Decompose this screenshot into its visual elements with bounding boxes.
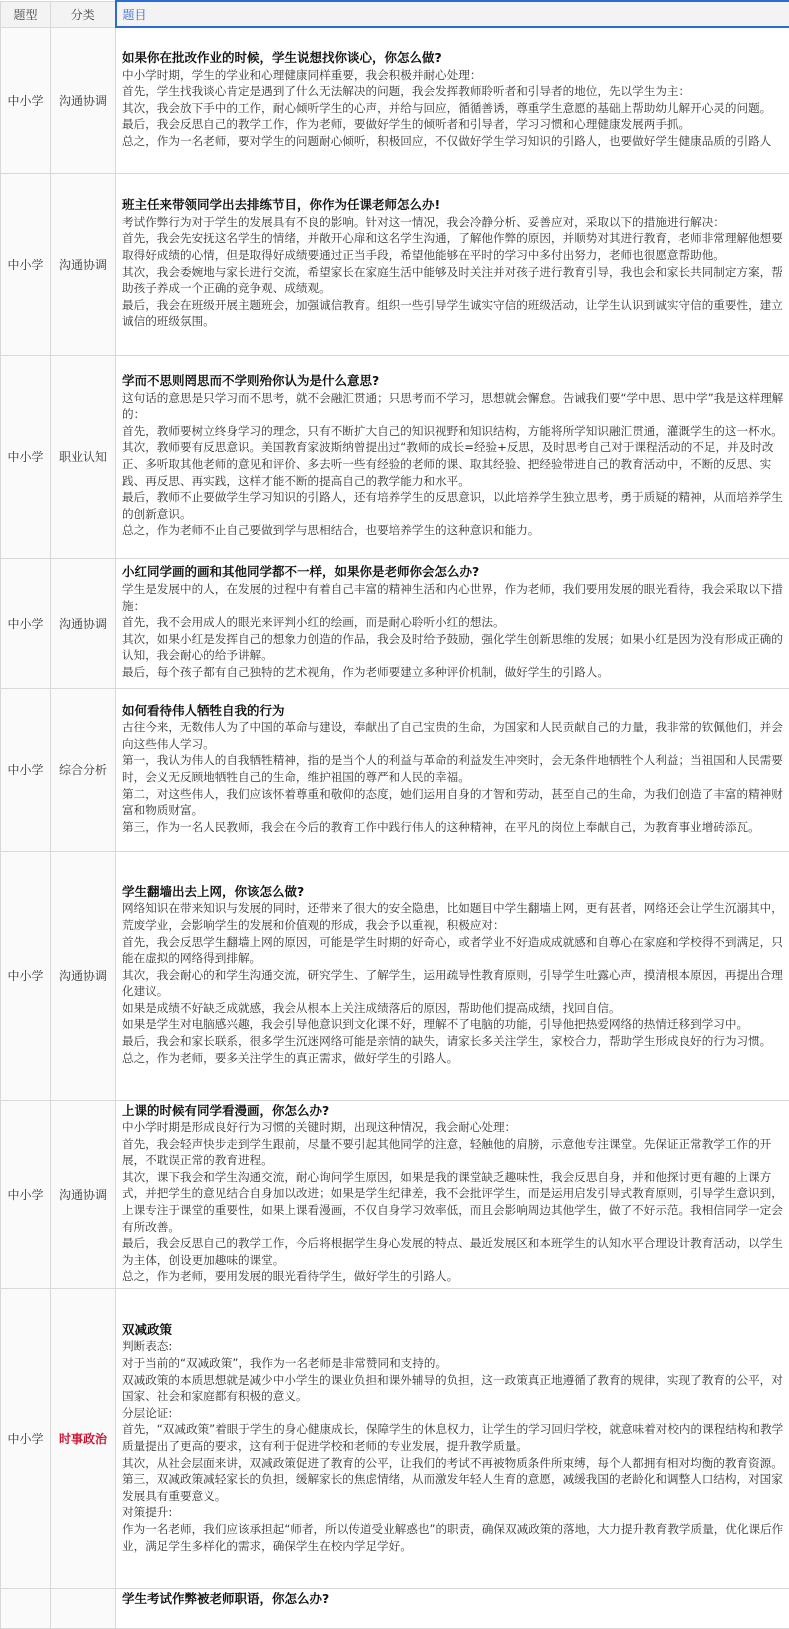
- answer-paragraph: 最后，我会反思自己的教学工作，作为老师，要做好学生的倾听者和引导者，学习习惯和心理健康发展两手抓。: [122, 116, 784, 133]
- answer-paragraph: 考试作弊行为对于学生的发展具有不良的影响。针对这一情况，我会冷静分析、妥善应对，采取以下的措施进行解决：: [122, 214, 784, 231]
- question-title: 学生翻墙出去上网，你该怎么做?: [122, 884, 784, 901]
- answer-paragraph: 首先，教师要树立终身学习的理念，只有不断扩大自己的知识视野和知识结构，方能将所学知识融汇贯通，灌溉学生的这一杯水。: [122, 423, 784, 440]
- cell-question[interactable]: [116, 173, 789, 355]
- table-row: [1, 688, 789, 851]
- table-row: [1, 355, 789, 558]
- answer-paragraph: 对于当前的“双减政策”，我作为一名老师是非常赞同和支持的。: [122, 1355, 784, 1372]
- question-title: 学而不思则罔思而不学则殆你认为是什么意思?: [122, 373, 784, 390]
- answer-paragraph: 其次，如果小红是发挥自己的想象力创造的作品，我会及时给予鼓励，强化学生创新思维的发展；如果小红是因为没有形成正确的认知，我会耐心的给予讲解。: [122, 631, 784, 664]
- answer-paragraph: 其次，我会耐心的和学生沟通交流，研究学生、了解学生，运用疏导性教育原则，引导学生吐露心声，摸清根本原因，再提出合理化建议。: [122, 967, 784, 1000]
- table-row: [1, 173, 789, 355]
- cell-category[interactable]: 沟通协调: [51, 173, 116, 355]
- cell-category[interactable]: 沟通协调: [51, 1100, 116, 1289]
- answer-paragraph: 总之，作为老师，要多关注学生的真正需求，做好学生的引路人。: [122, 1050, 784, 1067]
- cell-category[interactable]: 沟通协调: [51, 558, 116, 688]
- answer-paragraph: 分层论证:: [122, 1405, 784, 1422]
- cell-category[interactable]: 沟通协调: [51, 851, 116, 1100]
- question-title: 如何看待伟人牺牲自我的行为: [122, 703, 784, 720]
- column-header-category[interactable]: 分类: [51, 1, 116, 27]
- cell-question[interactable]: [116, 355, 789, 558]
- answer-paragraph: 其次，课下我会和学生沟通交流，耐心询问学生原因，如果是我的课堂缺乏趣味性，我会反思自身，并和他探讨更有趣的上课方式，并把学生的意见结合自身加以改进；如果是学生纪律差，我不会批评学生，而是运用启发引导式教育原则，引导学生意识到，上课专注于课堂的重要性，如果上课看漫画，不仅自身学习效率低，而且会影响周边其他学生，做了不好示范。我相信同学一定会有所改善。: [122, 1169, 784, 1235]
- cell-type[interactable]: 中小学: [1, 355, 51, 558]
- answer-paragraph: 总之，作为老师不止自己要做到学与思相结合，也要培养学生的这种意识和能力。: [122, 522, 784, 539]
- table-row: [1, 558, 789, 688]
- cell-type[interactable]: 中小学: [1, 173, 51, 355]
- cell-category[interactable]: 沟通协调: [51, 27, 116, 173]
- answer-paragraph: 首先，我会轻声快步走到学生跟前，尽量不要引起其他同学的注意，轻触他的肩膀，示意他专注课堂。先保证正常教学工作的开展，不耽误正常的教育进程。: [122, 1136, 784, 1169]
- answer-paragraph: 首先，我会先安抚这名学生的情绪，并敞开心扉和这名学生沟通，了解他作弊的原因，并顺势对其进行教育，老师非常理解他想要取得好成绩的心情，但是取得好成绩要通过正当手段，希望他能够在平时的学习中多付出努力，老师也很愿意帮助他。: [122, 230, 784, 263]
- column-header-type[interactable]: 题型: [1, 1, 51, 27]
- answer-paragraph: 其次，教师要有反思意识。美国教育家波斯纳曾提出过“教师的成长=经验+反思，及时思考自己对于课程活动的不足，并及时改正、多听取其他老师的意见和评价、多去听一些有经验的老师的课、取其经验、把经验带进自己的教育活动中，不断的反思、实践、再反思、再实践，这样才能不断的提高自己的教学能力和水平。: [122, 439, 784, 489]
- question-title: 双减政策: [122, 1322, 784, 1339]
- answer-paragraph: 其次，从社会层面来讲，双减政策促进了教育的公平，让我们的考试不再被物质条件所束缚，每个人都拥有相对均衡的教育资源。: [122, 1455, 784, 1472]
- question-title: 上课的时候有同学看漫画，你怎么办?: [122, 1103, 784, 1120]
- table-row: [1, 1589, 789, 1629]
- answer-paragraph: 中小学时期，学生的学业和心理健康同样重要，我会积极并耐心处理：: [122, 67, 784, 84]
- cell-type[interactable]: 中小学: [1, 27, 51, 173]
- table-row: [1, 1289, 789, 1589]
- answer-paragraph: 首先，学生找我谈心肯定是遇到了什么无法解决的问题，我会发挥教师聆听者和引导者的地位，先以学生为主：: [122, 83, 784, 100]
- cell-question[interactable]: [116, 1589, 789, 1629]
- answer-paragraph: 首先，“双减政策”着眼于学生的身心健康成长，保障学生的休息权力，让学生的学习回归学校，就意味着对校内的课程结构和教学质量提出了更高的要求，这有利于促进学校和老师的专业发展，提升教学质量。: [122, 1421, 784, 1454]
- question-title: 班主任来带领同学出去排练节目，你作为任课老师怎么办!: [122, 197, 784, 214]
- column-header-question[interactable]: 题目: [116, 1, 789, 27]
- cell-category[interactable]: 职业认知: [51, 355, 116, 558]
- answer-paragraph: 作为一名老师，我们应该承担起“师者，所以传道受业解惑也”的职责，确保双减政策的落地，大力提升教育教学质量，优化课后作业，满足学生多样化的需求，确保学生在校内学足学好。: [122, 1521, 784, 1554]
- cell-question[interactable]: [116, 27, 789, 173]
- cell-question[interactable]: [116, 558, 789, 688]
- cell-question[interactable]: [116, 851, 789, 1100]
- cell-type[interactable]: 中小学: [1, 558, 51, 688]
- answer-paragraph: 首先，我会反思学生翻墙上网的原因，可能是学生时期的好奇心，或者学业不好造成成就感和自尊心在家庭和学校得不到满足，只能在虚拟的网络得到排解。: [122, 934, 784, 967]
- answer-paragraph: 双减政策的本质思想就是减少中小学生的课业负担和课外辅导的负担，这一政策真正地遵循了教育的规律，实现了教育的公平，对国家、社会和家庭都有积极的意义。: [122, 1372, 784, 1405]
- cell-category[interactable]: [51, 1589, 116, 1629]
- answer-paragraph: 网络知识在带来知识与发展的同时，还带来了很大的安全隐患，比如题目中学生翻墙上网，更有甚者，网络还会让学生沉溺其中，荒废学业，会影响学生的发展和价值观的形成，我会予以重视，积极应对：: [122, 900, 784, 933]
- cell-category[interactable]: 时事政治: [51, 1289, 116, 1589]
- answer-paragraph: 这句话的意思是只学习而不思考，就不会融汇贯通；只思考而不学习，思想就会懈怠。告诫我们要“学中思、思中学”我是这样理解的：: [122, 390, 784, 423]
- answer-paragraph: 第一，我认为伟人的自我牺牲精神，指的是当个人的利益与革命的利益发生冲突时，会无条件地牺牲个人利益；当祖国和人民需要时，会义无反顾地牺牲自己的生命，维护祖国的尊严和人民的幸福。: [122, 752, 784, 785]
- answer-paragraph: 最后，我会在班级开展主题班会，加强诚信教育。组织一些引导学生诚实守信的班级活动，让学生认识到诚实守信的重要性，建立诚信的班级氛围。: [122, 297, 784, 330]
- answer-paragraph: 判断表态:: [122, 1338, 784, 1355]
- question-title: 小红同学画的画和其他同学都不一样，如果你是老师你会怎么办?: [122, 564, 784, 581]
- answer-paragraph: 总之，作为老师，要用发展的眼光看待学生，做好学生的引路人。: [122, 1268, 784, 1285]
- cell-type[interactable]: 中小学: [1, 851, 51, 1100]
- question-title: 如果你在批改作业的时候，学生说想找你谈心，你怎么做?: [122, 50, 784, 67]
- answer-paragraph: 最后，教师不止要做学生学习知识的引路人，还有培养学生的反思意识，以此培养学生独立思考，勇于质疑的精神，从而培养学生的创新意识。: [122, 489, 784, 522]
- header-row: [1, 1, 789, 27]
- answer-paragraph: 中小学时期是形成良好行为习惯的关键时期，出现这种情况，我会耐心处理：: [122, 1119, 784, 1136]
- cell-type[interactable]: [1, 1589, 51, 1629]
- answer-paragraph: 学生是发展中的人，在发展的过程中有着自己丰富的精神生活和内心世界，作为老师，我们要用发展的眼光看待，我会采取以下措施：: [122, 581, 784, 614]
- answer-paragraph: 第二，对这些伟人，我们应该怀着尊重和敬仰的态度，她们运用自身的才智和劳动，甚至自己的生命，为我们创造了丰富的精神财富和物质财富。: [122, 786, 784, 819]
- table-row: [1, 1100, 789, 1289]
- answer-paragraph: 对策提升:: [122, 1504, 784, 1521]
- cell-type[interactable]: 中小学: [1, 1289, 51, 1589]
- answer-paragraph: 如果是成绩不好缺乏成就感，我会从根本上关注成绩落后的原因，帮助他们提高成绩，找回自信。: [122, 1000, 784, 1017]
- cell-category[interactable]: 综合分析: [51, 688, 116, 851]
- question-title: 学生考试作弊被老师职语，你怎么办?: [122, 1591, 784, 1608]
- answer-paragraph: 如果是学生对电脑感兴趣，我会引导他意识到文化课不好，理解不了电脑的功能，引导他把热爱网络的热情迁移到学习中。: [122, 1016, 784, 1033]
- answer-paragraph: 第三，作为一名人民教师，我会在今后的教育工作中践行伟人的这种精神，在平凡的岗位上奉献自己，为教育事业增砖添瓦。: [122, 819, 784, 836]
- cell-question[interactable]: [116, 1100, 789, 1289]
- answer-paragraph: 其次，我会委婉地与家长进行交流，希望家长在家庭生活中能够及时关注并对孩子进行教育引导，我也会和家长共同制定方案，帮助孩子养成一个正确的竞争观、成绩观。: [122, 264, 784, 297]
- answer-paragraph: 其次，我会放下手中的工作，耐心倾听学生的心声，并给与回应，循循善诱，尊重学生意愿的基础上帮助幼儿解开心灵的问题。: [122, 100, 784, 117]
- table-row: [1, 27, 789, 173]
- cell-question[interactable]: [116, 688, 789, 851]
- answer-paragraph: 总之，作为一名老师，要对学生的问题耐心倾听，积极回应，不仅做好学生学习知识的引路人，也要做好学生健康品质的引路人: [122, 133, 784, 150]
- cell-type[interactable]: 中小学: [1, 1100, 51, 1289]
- answer-paragraph: 第三，双减政策减轻家长的负担，缓解家长的焦虑情绪，从而激发年轻人生育的意愿，减缓我国的老龄化和调整人口结构，对国家发展具有重要意义。: [122, 1471, 784, 1504]
- answer-paragraph: 最后，我会和家长联系，很多学生沉迷网络可能是亲情的缺失，请家长多关注学生，家校合力，帮助学生形成良好的行为习惯。: [122, 1033, 784, 1050]
- answer-paragraph: 首先，我不会用成人的眼光来评判小红的绘画，而是耐心聆听小红的想法。: [122, 614, 784, 631]
- answer-paragraph: 最后，每个孩子都有自己独特的艺术视角，作为老师要建立多种评价机制，做好学生的引路人。: [122, 664, 784, 681]
- answer-paragraph: 最后，我会反思自己的教学工作，今后将根据学生身心发展的特点、最近发展区和本班学生的认知水平合理设计教育活动，以学生为主体，创设更加趣味的课堂。: [122, 1235, 784, 1268]
- cell-question[interactable]: [116, 1289, 789, 1589]
- table-row: [1, 851, 789, 1100]
- cell-type[interactable]: 中小学: [1, 688, 51, 851]
- answer-paragraph: 古往今来，无数伟人为了中国的革命与建设，奉献出了自己宝贵的生命，为国家和人民贡献自己的力量，我非常的钦佩他们，并会向这些伟人学习。: [122, 719, 784, 752]
